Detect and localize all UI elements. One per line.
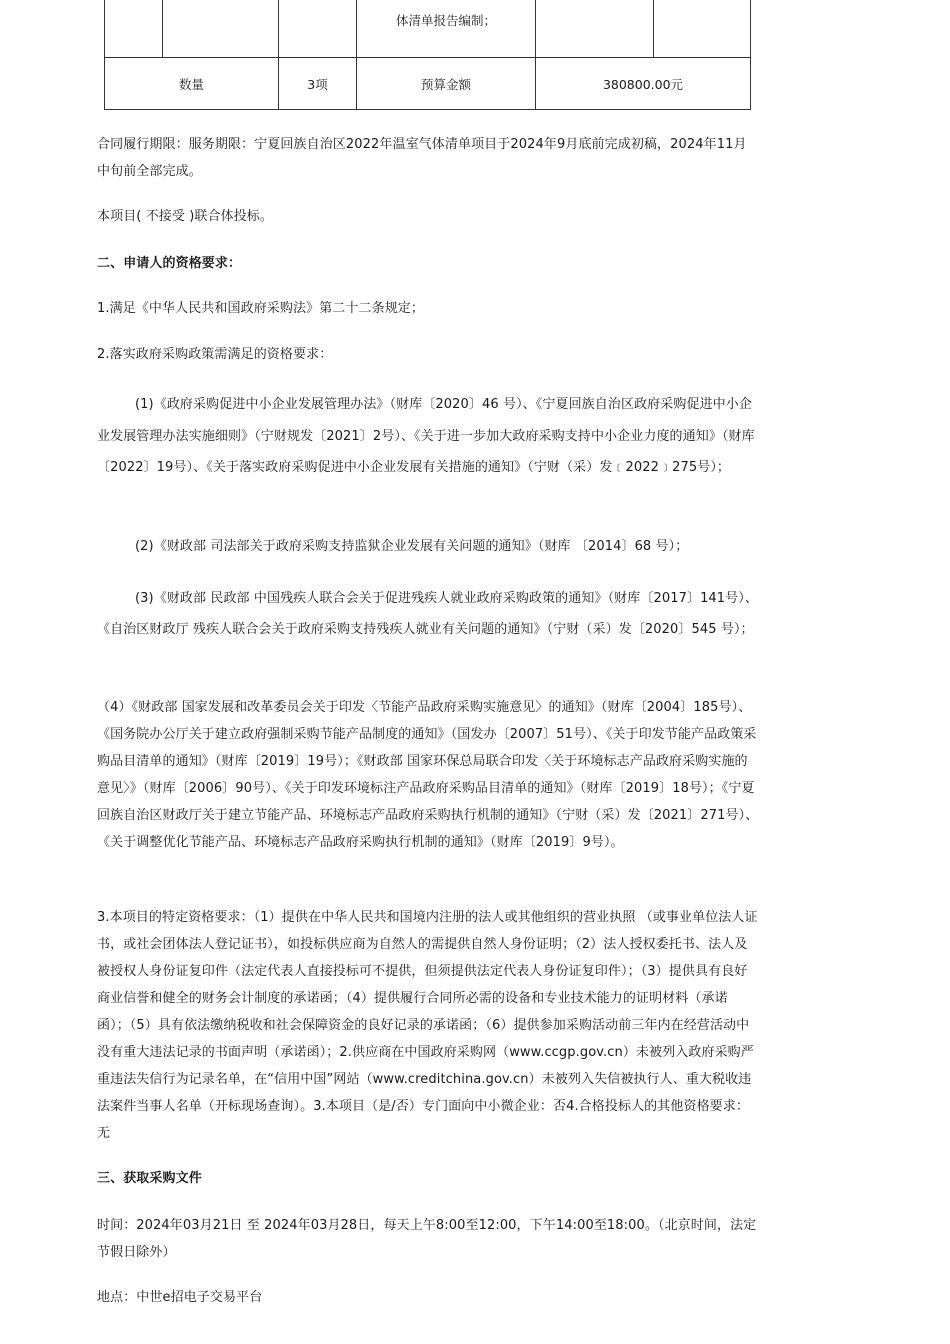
quantity-label: 数量 (105, 58, 279, 110)
table-cell (163, 0, 279, 58)
table-cell (279, 0, 357, 58)
requirement-3: 3.本项目的特定资格要求：（1）提供在中华人民共和国境内注册的法人或其他组织的营业执照 （或事业单位法人证书，或社会团体法人登记证书），如投标供应商为自然人的需提供自然人身份证明；（2）法人授权委托书、法人及被授权人身份证复印件（法定代表人直接投标可不提供，但须提供法定代表人身份证复印件）；（3）提供具有良好商业信誉和健全的财务会计制度的承诺函；（4）提供履行合同所必需的设备和专业技术能力的证明材料（承诺函）；（5）具有依法缴纳税收和社会保障资金的良好记录的承诺函；（6）提供参加采购活动前三年内在经营活动中没有重大违法记录的书面声明（承诺函）；2.供应商在中国政府采购网（www.ccgp.gov.cn）未被列入政府采购严重违法失信行为记录名单，在“信用中国”网站（www.creditchina.gov.cn）未被列入失信被执行人、重大税收违法案件当事人名单（开标现场查询）。3.本项目（是/否）专门面向中小微企业：否4.合格投标人的其他资格要求：无 (97, 910, 758, 1141)
quantity-value: 3项 (279, 58, 357, 110)
budget-value: 380800.00元 (536, 58, 751, 110)
table-cell: 体清单报告编制； (357, 0, 536, 58)
policy-1: (1)《政府采购促进中小企业发展管理办法》（财库〔2020〕46 号）、《宁夏回族自治区政府采购促进中小企业发展管理办法实施细则》（宁财规发〔2021〕2号）、《关于进一步加大政府采购支持中小企业力度的通知》（财库〔2022〕19号）、《关于落实政府采购促进中小企业发展有关措施的通知》（宁财（采）发﹝2022﹞275号）； (97, 397, 755, 475)
policy-2: (2)《财政部 司法部关于政府采购支持监狱企业发展有关问题的通知》（财库 〔2014〕68 号）； (135, 539, 689, 554)
section-2-title: 二、申请人的资格要求： (97, 256, 242, 271)
consortium-note: 本项目( 不接受 )联合体投标。 (97, 209, 274, 224)
policy-3: (3)《财政部 民政部 中国残疾人联合会关于促进残疾人就业政府采购政策的通知》（财库〔2017〕141号）、《自治区财政厅 残疾人联合会关于政府采购支持残疾人就业有关问题的通知》（宁财（采）发〔2020〕545 号）； (97, 591, 758, 637)
table-row (105, 58, 751, 110)
table-row (105, 0, 751, 58)
requirement-2: 2.落实政府采购政策需满足的资格要求： (97, 347, 333, 362)
policy-4: （4）《财政部 国家发展和改革委员会关于印发〈节能产品政府采购实施意见〉的通知》（财库〔2004〕185号）、《国务院办公厅关于建立政府强制采购节能产品制度的通知》（国发办〔2007〕51号）、《关于印发节能产品政策采购品目清单的通知》（财库〔2019〕19号）；《财政部 国家环保总局联合印发〈关于环境标志产品政府采购实施的意见〉》（财库〔2006〕90号）、《关于印发环境标注产品政府采购品目清单的通知》（财库〔2019〕18号）；《宁夏回族自治区财政厅关于建立节能产品、环境标志产品政府采购执行机制的通知》（宁财（采）发〔2021〕271号）、《关于调整优化节能产品、环境标志产品政府采购执行机制的通知》（财库〔2019〕9号）。 (97, 700, 759, 850)
section-3-title: 三、获取采购文件 (97, 1171, 202, 1186)
procurement-items-table (104, 0, 751, 110)
table-cell (654, 0, 751, 58)
table-cell (105, 0, 163, 58)
acquisition-place: 地点：中世e招电子交易平台 (97, 1290, 263, 1305)
table-cell (536, 0, 654, 58)
budget-label: 预算金额 (357, 58, 536, 110)
contract-period: 合同履行期限：服务期限：宁夏回族自治区2022年温室气体清单项目于2024年9月底前完成初稿，2024年11月中旬前全部完成。 (97, 137, 747, 179)
acquisition-time: 时间：2024年03月21日 至 2024年03月28日，每天上午8:00至12:00，下午14:00至18:00。（北京时间，法定节假日除外） (97, 1218, 757, 1260)
requirement-1: 1.满足《中华人民共和国政府采购法》第二十二条规定； (97, 301, 425, 316)
